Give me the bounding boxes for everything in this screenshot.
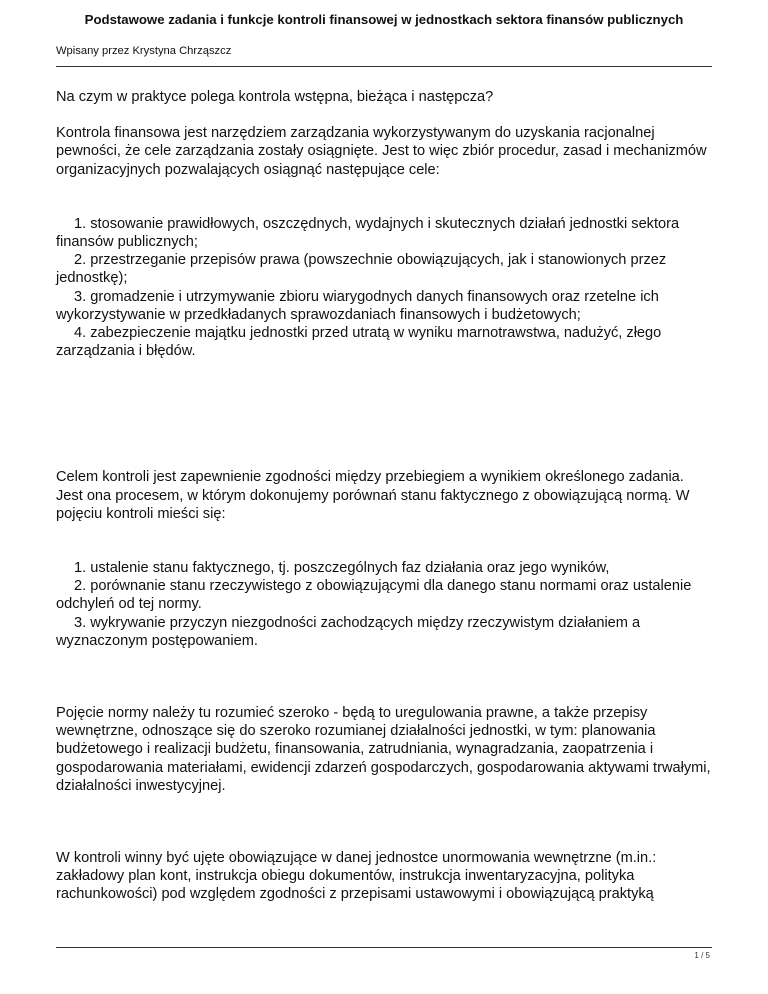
document-title: Podstawowe zadania i funkcje kontroli finansowej w jednostkach sektora finansów publicznych (84, 12, 684, 27)
goals-list-item: 2. przestrzeganie przepisów prawa (powszechnie obowiązujących, jak i stanowionych przez jednostkę); (56, 252, 667, 287)
goals-list-item: 3. gromadzenie i utrzymywanie zbioru wiarygodnych danych finansowych oraz rzetelne ich wykorzystywanie w przedkładanych sprawozdaniach finansowych i budżetowych; (56, 288, 659, 323)
intro-paragraph: Kontrola finansowa jest narzędziem zarządzania wykorzystywanym do uzyskania racjonalnej pewności, że cele zarządzania zostały osiągnięte. Jest to więc zbiór procedur, zasad i mechanizmów organizacyjnych pozwalających osiągnąć następujące cele: (56, 125, 707, 178)
norm-paragraph: Pojęcie normy należy tu rozumieć szeroko - będą to uregulowania prawne, a także przepisy wewnętrzne, odnoszące się do szeroko rozumianej działalności jednostki, w tym: planowania budżetowego i realizacji budżetu, finansowania, zatrudniania, wynagradzania, zaopatrzenia i gospodarowania materiałami, ewidencji zdarzeń gospodarczych, gospodarowania aktywami trwałymi, działalności inwestycyjnej. (56, 705, 711, 794)
goals-list-item: 4. zabezpieczenie majątku jednostki przed utratą w wyniku marnotrawstwa, nadużyć, złego zarządzania i błędów. (56, 325, 662, 360)
spacer (56, 179, 712, 215)
article-body (56, 88, 712, 904)
footer-divider (56, 947, 712, 948)
purpose-paragraph: Celem kontroli jest zapewnienie zgodności między przebiegiem a wynikiem określonego zadania. Jest ona procesem, w którym dokonujemy porównań stanu faktycznego z obowiązującą normą. W pojęciu kontroli mieści się: (56, 469, 690, 522)
author-byline: Wpisany przez Krystyna Chrząszcz (56, 45, 232, 57)
spacer (56, 795, 712, 849)
goals-list (56, 215, 712, 361)
spacer (56, 650, 712, 704)
page-number: 1 / 5 (694, 951, 710, 960)
spacer (56, 360, 712, 468)
scope-list (56, 559, 712, 650)
goals-list-item: 1. stosowanie prawidłowych, oszczędnych, wydajnych i skutecznych działań jednostki sektora finansów publicznych; (56, 215, 680, 251)
spacer (56, 523, 712, 559)
scope-list-item: 1. ustalenie stanu faktycznego, tj. poszczególnych faz działania oraz jego wyników, (74, 560, 610, 577)
question-paragraph: Na czym w praktyce polega kontrola wstępna, bieżąca i następcza? (56, 89, 494, 105)
header-divider (56, 66, 712, 67)
internal-rules-paragraph: W kontroli winny być ujęte obowiązujące w danej jednostce unormowania wewnętrzne (m.in.: zakładowy plan kont, instrukcja obiegu dokumentów, instrukcja inwentaryzacyjna, polityka rachunkowości) pod względem zgodności z przepisami ustawowymi i obowiązującą praktyką (56, 850, 657, 903)
scope-list-item: 2. porównanie stanu rzeczywistego z obowiązującymi dla danego stanu normami oraz ustalenie odchyleń od tej normy. (56, 578, 692, 613)
scope-list-item: 3. wykrywanie przyczyn niezgodności zachodzących między rzeczywistym działaniem a wyznaczonym postępowaniem. (56, 614, 641, 649)
